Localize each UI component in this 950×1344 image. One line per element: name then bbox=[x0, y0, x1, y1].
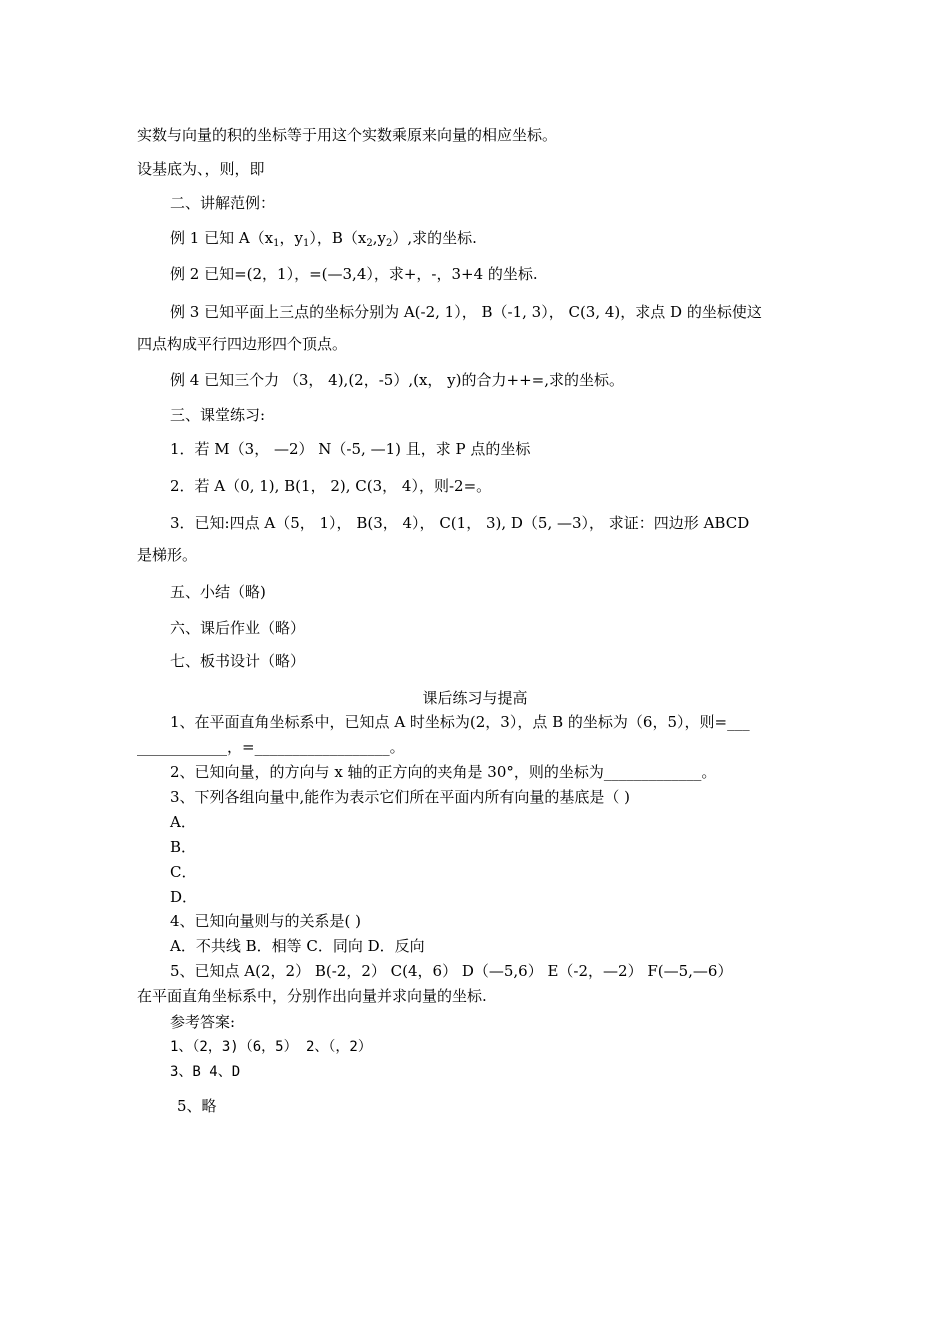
section-board-design: 七、板书设计（略） bbox=[170, 652, 306, 670]
intro-line-2: 设基底为、，则，即 bbox=[137, 160, 265, 178]
answers-line-2: 3、B 4、D bbox=[170, 1064, 241, 1080]
answers-heading: 参考答案: bbox=[170, 1013, 236, 1031]
exercise-3-option-d: D． bbox=[170, 888, 198, 906]
section-homework: 六、课后作业（略） bbox=[170, 619, 306, 637]
practice-question-1: 1．若 M（3， —2） N（-5, —1) 且，求 P 点的坐标 bbox=[170, 440, 531, 458]
exercise-4: 4、已知向量则与的关系是( ) bbox=[170, 912, 362, 930]
exercise-1-line-2: ____________，=__________________。 bbox=[137, 738, 405, 756]
intro-line-1: 实数与向量的积的坐标等于用这个实数乘原来向量的相应坐标。 bbox=[137, 126, 558, 144]
practice-question-2: 2．若 A（0, 1), B(1， 2), C(3， 4），则-2=。 bbox=[170, 477, 492, 495]
answers-line-1: 1、（2，3)（6，5） 2、（，2） bbox=[170, 1039, 372, 1055]
example-2: 例 2 已知=(2，1），=(—3,4），求+，-，3+4 的坐标. bbox=[170, 265, 538, 283]
practice-question-3-line-1: 3．已知:四点 A（5， 1）， B(3， 4）， C(1， 3), D（5, —3）， 求证：四边形 ABCD bbox=[170, 514, 750, 532]
section-heading-examples: 二、讲解范例： bbox=[170, 194, 276, 212]
practice-title: 课后练习与提高 bbox=[422, 689, 528, 707]
example-4: 例 4 已知三个力 （3， 4),(2，-5）,(x， y)的合力++=,求的坐标。 bbox=[170, 371, 624, 389]
example-3-line-2: 四点构成平行四边形四个顶点。 bbox=[137, 335, 348, 353]
section-summary: 五、小结（略) bbox=[170, 583, 266, 601]
exercise-1-line-1: 1、在平面直角坐标系中，已知点 A 时坐标为(2，3），点 B 的坐标为（6，5），则=___ bbox=[170, 713, 750, 731]
exercise-3: 3、下列各组向量中,能作为表示它们所在平面内所有向量的基底是（ ) bbox=[170, 788, 630, 806]
answers-line-3: 5、略 bbox=[177, 1097, 217, 1115]
exercise-2: 2、已知向量，的方向与 x 轴的正方向的夹角是 30°，则的坐标为_____________。 bbox=[170, 763, 717, 781]
exercise-5-line-2: 在平面直角坐标系中，分别作出向量并求向量的坐标. bbox=[137, 987, 487, 1005]
example-1: 例 1 已知 $A(x_1$，$y_1$），$B(x_2,y_2)$,求的坐标. bbox=[170, 229, 477, 249]
exercise-3-option-b: B． bbox=[170, 838, 197, 856]
exercise-3-option-c: C． bbox=[170, 863, 197, 881]
example-3-line-1: 例 3 已知平面上三点的坐标分别为 A(-2, 1）， B（-1, 3）， C(3, 4)，求点 D 的坐标使这 bbox=[170, 303, 762, 321]
section-heading-practice: 三、课堂练习: bbox=[170, 406, 266, 424]
exercise-3-option-a: A． bbox=[170, 813, 196, 831]
exercise-5-line-1: 5、已知点 A(2，2） B(-2，2） C(4，6） D（—5,6） E（-2，—2） F(—5,—6） bbox=[170, 962, 733, 980]
practice-question-3-line-2: 是梯形。 bbox=[137, 546, 198, 564]
exercise-4-options: A．不共线 B．相等 C．同向 D．反向 bbox=[170, 937, 425, 955]
